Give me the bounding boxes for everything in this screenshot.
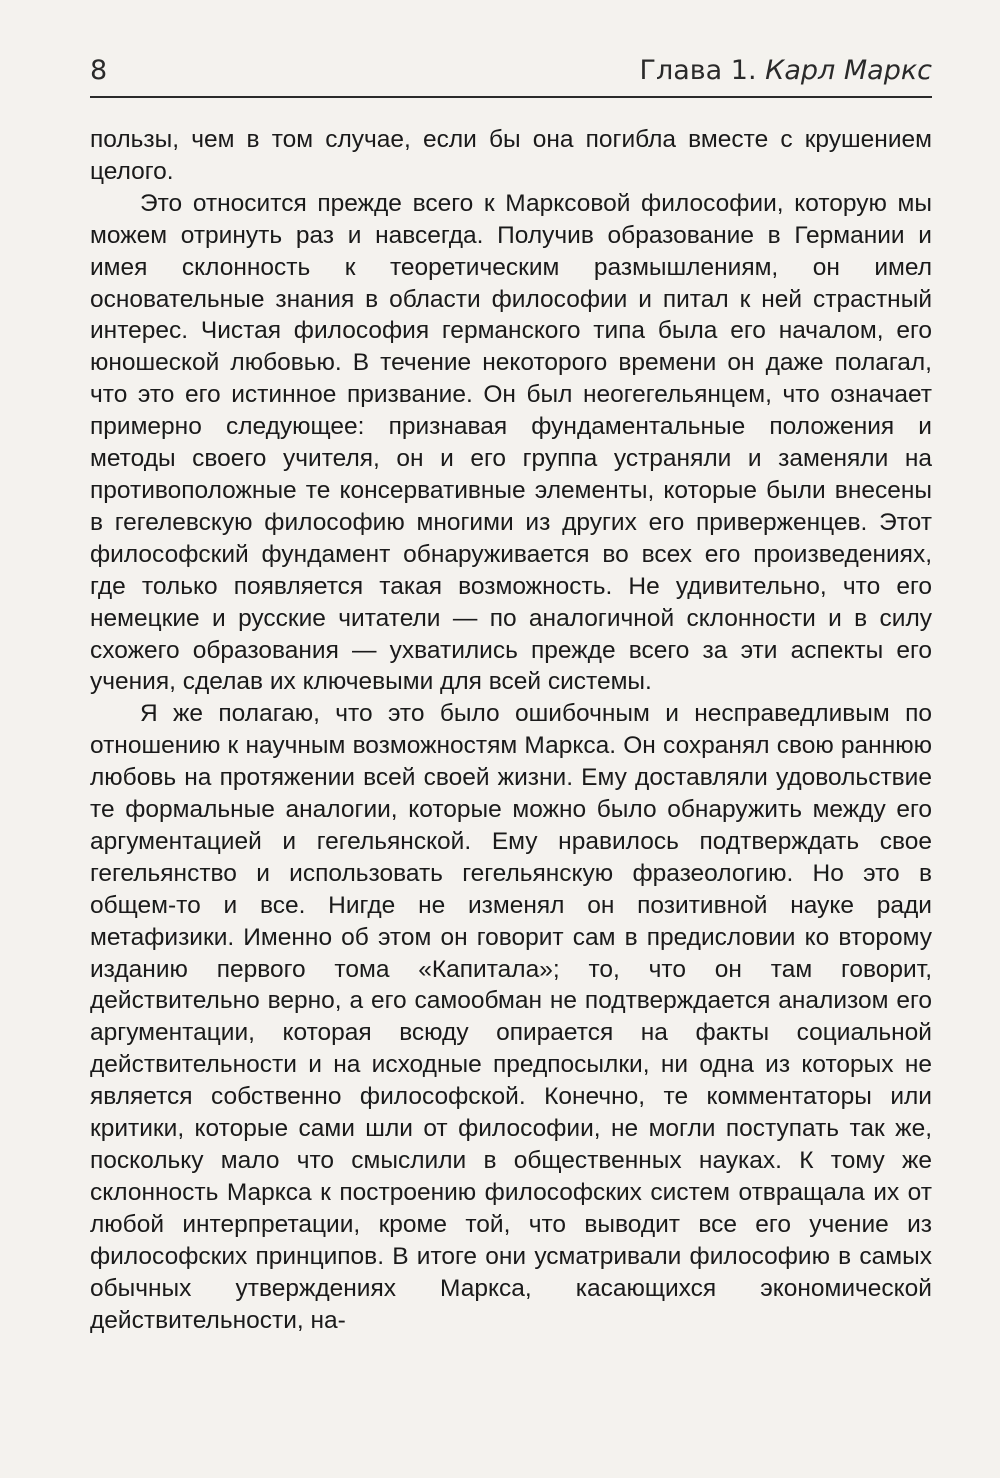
paragraph-marx-science: Я же полагаю, что это было ошибочным и несправедливым по отношению к научным возможностям Маркса. Он сохранял свою раннюю любовь на протяжении всей своей жизни. Ему доставляли удовольствие те формальные аналогии, которые можно было обнаружить между его аргументацией и гегельянской. Ему нравилось подтверждать свое гегельянство и использовать гегельянскую фразеологию. Но это в общем-то и все. Нигде не изменял он позитивной науке ради метафизики. Именно об этом он говорит сам в предисловии ко второму изданию первого тома «Капитала»; то, что он там говорит, действительно верно, а его самообман не подтверждается анализом его аргументации, которая всюду опирается на факты социальной действительности и на исходные предпосылки, ни одна из которых не является собственно философской. Конечно, те комментаторы или критики, которые сами шли от философии, не могли поступать так же, поскольку мало что смыслили в общественных науках. К тому же склонность Маркса к построению философских систем отвращала их от любой интерпретации, кроме той, что выводит все его учение из философских принципов. В итоге они усматривали философию в самых обычных утверждениях Маркса, касающихся экономической действительности, на-: [90, 700, 932, 1334]
page-number: 8: [90, 55, 108, 86]
running-header: [90, 52, 932, 98]
text-body: [90, 124, 932, 1336]
paragraph-marx-philosophy: Это относится прежде всего к Марксовой философии, которую мы можем отринуть раз и навсегда. Получив образование в Германии и имея склонность к теоретическим размышлениям, он имел основательные знания в области философии и питал к ней страстный интерес. Чистая философия германского типа была его началом, его юношеской любовью. В течение некоторого времени он даже полагал, что это его истинное призвание. Он был неогегельянцем, что означает примерно следующее: признавая фундаментальные положения и методы своего учителя, он и его группа устраняли и заменяли на противоположные те консервативные элементы, которые были внесены в гегелевскую философию многими из других его приверженцев. Этот философский фундамент обнаруживается во всех его произведениях, где только появляется такая возможность. Не удивительно, что его немецкие и русские читатели — по аналогичной склонности и в силу схожего образования — ухватились прежде всего за эти аспекты его учения, сделав их ключевыми для всей системы.: [90, 189, 932, 696]
paragraph-continuation: пользы, чем в том случае, если бы она погибла вместе с крушением целого.: [90, 126, 932, 185]
chapter-name: Карл Маркс: [765, 55, 932, 86]
chapter-title: [640, 56, 933, 86]
chapter-prefix: Глава 1.: [639, 55, 757, 86]
